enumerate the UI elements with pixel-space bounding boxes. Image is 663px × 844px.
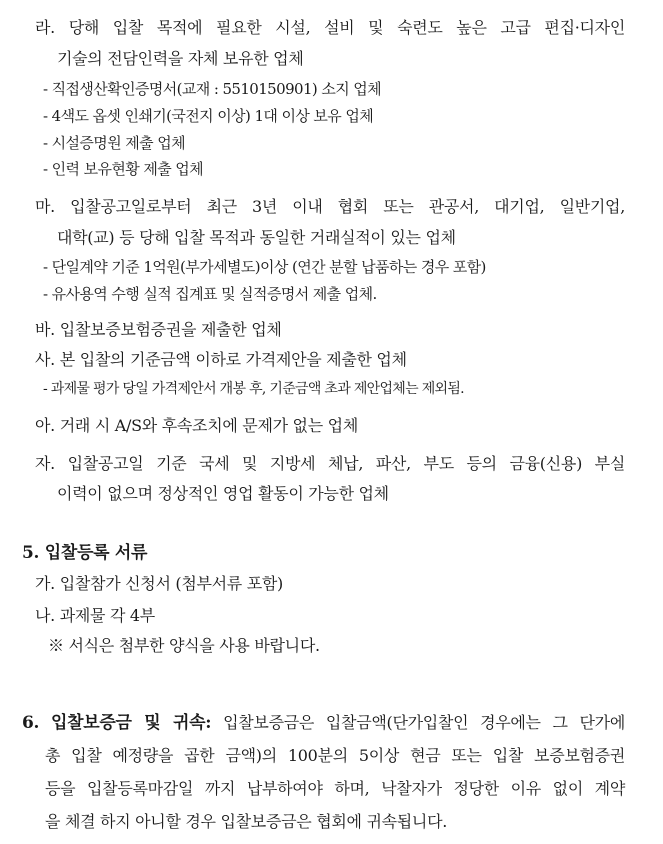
item-a-text: 거래 시 A/S와 후속조치에 문제가 없는 업체 (59, 416, 358, 435)
item-ma-line1 (35, 197, 625, 217)
item-ma-text: 입찰공고일로부터 최근 3년 이내 협회 또는 관공서, 대기업, 일반기업, (70, 197, 625, 216)
item-ra-line2: 기술의 전담인력을 자체 보유한 업체 (57, 49, 304, 68)
section-5-note: ※ 서식은 첨부한 양식을 사용 바랍니다. (48, 636, 320, 655)
section-6-line3: 등을 입찰등록마감일 까지 납부하여야 하며, 낙찰자가 정당한 이유 없이 계약 (45, 779, 625, 798)
item-ja-line2: 이력이 없으며 정상적인 영업 활동이 가능한 업체 (57, 484, 389, 503)
item-ma-marker: 마. (35, 197, 55, 216)
item-ma-bullet-1: - 단일계약 기준 1억원(부가세별도)이상 (연간 분할 납품하는 경우 포함) (43, 258, 486, 276)
item-sa-line1 (35, 350, 407, 370)
item-sa-marker: 사. (35, 350, 55, 369)
item-ra-bullet-4: - 인력 보유현황 제출 업체 (43, 160, 204, 178)
item-ra-marker: 라. (35, 18, 55, 37)
item-sa-text: 본 입찰의 기준금액 이하로 가격제안을 제출한 업체 (59, 350, 407, 369)
section-6-line2: 총 입찰 예정량을 곱한 금액)의 100분의 5이상 현금 또는 입찰 보증보험증권 (45, 746, 625, 765)
section-6-line1 (22, 713, 625, 733)
item-ma-line2: 대학(교) 등 당해 입찰 목적과 동일한 거래실적이 있는 업체 (57, 228, 456, 247)
item-ja-line1 (35, 454, 625, 474)
item-ba-marker: 바. (35, 320, 55, 339)
item-ja-marker: 자. (35, 454, 55, 473)
item-ra-bullet-1: - 직접생산확인증명서(교재 : 5510150901) 소지 업체 (43, 80, 382, 98)
section-6-text: 입찰보증금은 입찰금액(단가입찰인 경우에는 그 단가에 (223, 713, 625, 732)
section-6-heading: 입찰보증금 및 귀속: (51, 713, 212, 733)
section-5-item-1: 가. 입찰참가 신청서 (첨부서류 포함) (35, 574, 283, 593)
item-sa-bullet-1: - 과제물 평가 당일 가격제안서 개봉 후, 기준금액 초과 제안업체는 제외됨. (43, 381, 464, 397)
item-ba-line1 (35, 320, 282, 340)
item-ja-text: 입찰공고일 기준 국세 및 지방세 체납, 파산, 부도 등의 금융(신용) 부실 (67, 454, 625, 473)
item-ra-bullet-3: - 시설증명원 제출 업체 (43, 134, 185, 152)
item-a-line1 (35, 416, 358, 436)
section-5-heading: 5. 입찰등록 서류 (22, 543, 148, 563)
section-5-item-2: 나. 과제물 각 4부 (35, 606, 155, 625)
item-ra-text: 당해 입찰 목적에 필요한 시설, 설비 및 숙련도 높은 고급 편집·디자인 (68, 18, 625, 37)
item-ba-text: 입찰보증보험증권을 제출한 업체 (59, 320, 282, 339)
section-6-line4: 을 체결 하지 아니할 경우 입찰보증금은 협회에 귀속됩니다. (45, 812, 448, 831)
item-ma-bullet-2: - 유사용역 수행 실적 집계표 및 실적증명서 제출 업체. (43, 285, 377, 303)
item-ra-line1 (35, 18, 625, 38)
item-a-marker: 아. (35, 416, 55, 435)
item-ra-bullet-2: - 4색도 옵셋 인쇄기(국전지 이상) 1대 이상 보유 업체 (43, 107, 374, 125)
section-6-number: 6. (22, 713, 40, 733)
